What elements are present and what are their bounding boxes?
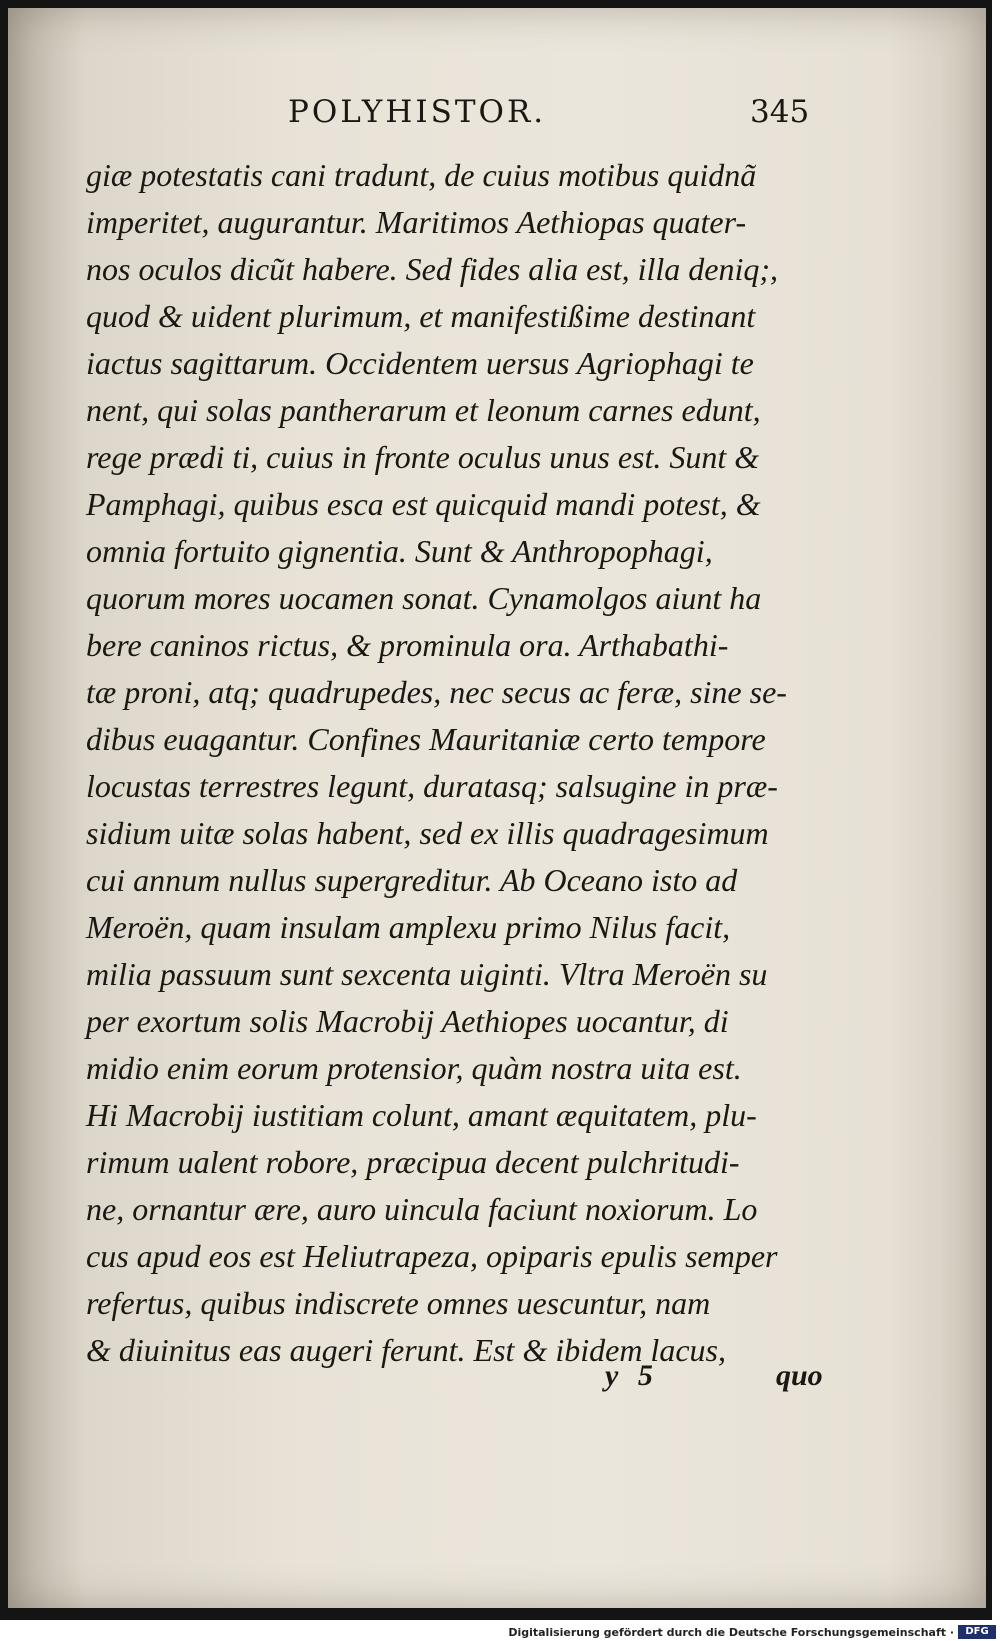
dfg-logo: DFG bbox=[958, 1625, 996, 1639]
text-line: per exortum solis Macrobij Aethiopes uocantur, di bbox=[86, 1003, 729, 1039]
book-page bbox=[8, 8, 986, 1608]
text-line: quorum mores uocamen sonat. Cynamolgos aiunt ha bbox=[86, 580, 762, 616]
text-line: rimum ualent robore, præcipua decent pulchritudi- bbox=[86, 1144, 740, 1180]
text-line: sidium uitæ solas habent, sed ex illis quadragesimum bbox=[86, 815, 769, 851]
text-line: quod & uident plurimum, et manifestißime destinant bbox=[86, 298, 756, 334]
text-line: rege prædi ti, cuius in fronte oculus unus est. Sunt & bbox=[86, 439, 760, 475]
text-line: Pamphagi, quibus esca est quicquid mandi potest, & bbox=[86, 486, 761, 522]
text-line: & diuinitus eas augeri ferunt. Est & ibidem lacus, bbox=[86, 1332, 726, 1368]
text-line: midio enim eorum protensior, quàm nostra uita est. bbox=[86, 1050, 742, 1086]
catchword: quo bbox=[776, 1359, 823, 1392]
text-line: bere caninos rictus, & prominula ora. Arthabathi- bbox=[86, 627, 729, 663]
text-line: imperitet, augurantur. Maritimos Aethiopas quater- bbox=[86, 204, 747, 240]
text-line: milia passuum sunt sexcenta uiginti. Vltra Meroën su bbox=[86, 956, 768, 992]
text-line: refertus, quibus indiscrete omnes uescuntur, nam bbox=[86, 1285, 711, 1321]
text-line: dibus euagantur. Confines Mauritaniæ certo tempore bbox=[86, 721, 766, 757]
text-line: giæ potestatis cani tradunt, de cuius motibus quidnã bbox=[86, 157, 757, 193]
text-line: Hi Macrobij iustitiam colunt, amant æquitatem, plu- bbox=[86, 1097, 757, 1133]
text-line: nent, qui solas pantherarum et leonum carnes edunt, bbox=[86, 392, 761, 428]
digitization-credit: Digitalisierung gefördert durch die Deutsche Forschungsgemeinschaft · bbox=[508, 1626, 954, 1639]
page-number: 345 bbox=[750, 94, 810, 130]
text-line: tæ proni, atq; quadrupedes, nec secus ac feræ, sine se- bbox=[86, 674, 787, 710]
text-line: cui annum nullus supergreditur. Ab Oceano isto ad bbox=[86, 862, 738, 898]
running-title: POLYHISTOR. bbox=[288, 94, 547, 130]
body-text bbox=[86, 152, 831, 1374]
text-line: Meroën, quam insulam amplexu primo Nilus facit, bbox=[86, 909, 731, 945]
text-line: iactus sagittarum. Occidentem uersus Agriophagi te bbox=[86, 345, 754, 381]
text-line: nos oculos dicũt habere. Sed fides alia est, illa deniq;, bbox=[86, 251, 779, 287]
text-line: omnia fortuito gignentia. Sunt & Anthropophagi, bbox=[86, 533, 713, 569]
text-line: locustas terrestres legunt, duratasq; salsugine in præ- bbox=[86, 768, 778, 804]
text-line: ne, ornantur ære, auro uincula faciunt noxiorum. Lo bbox=[86, 1191, 758, 1227]
text-line: cus apud eos est Heliutrapeza, opiparis epulis semper bbox=[86, 1238, 778, 1274]
signature-mark: y 5 bbox=[605, 1359, 653, 1392]
